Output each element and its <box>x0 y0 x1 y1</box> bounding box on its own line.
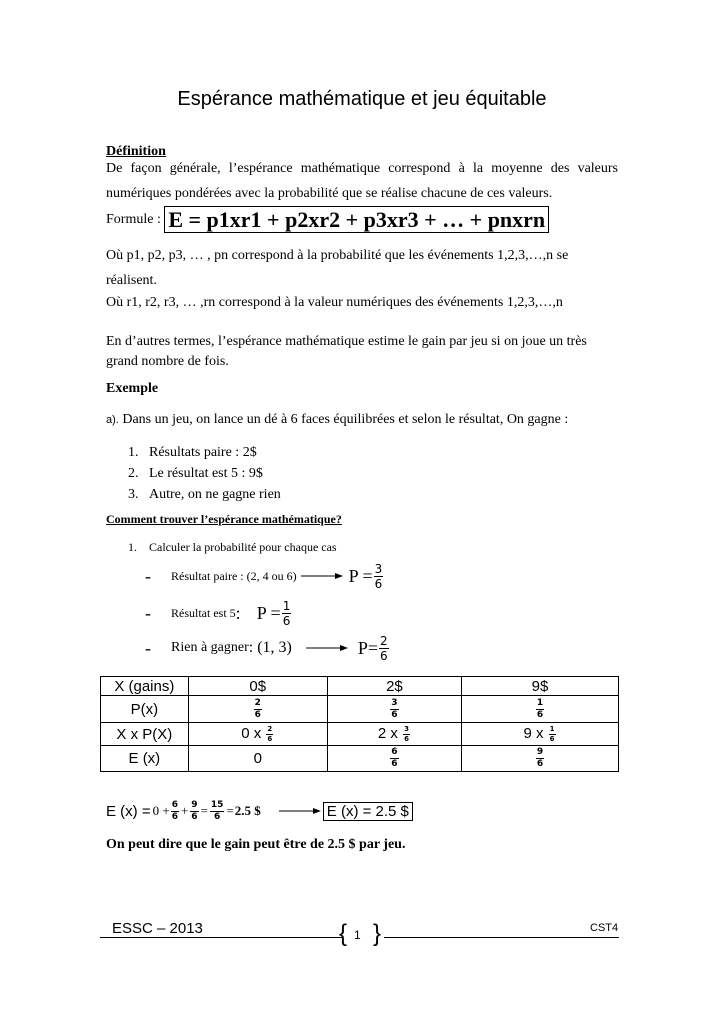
result-equals-1: = <box>200 803 208 818</box>
case-nothing-p: P= <box>357 637 379 658</box>
dash-bullet: - <box>145 637 151 658</box>
result-equals-2: = <box>226 803 234 818</box>
conclusion-text: On peut dire que le gain peut être de 2.5 $ par jeu. <box>106 837 406 852</box>
table-header-cell: X (gains) <box>101 677 189 696</box>
footer-bracket-left: { <box>339 920 348 947</box>
case-even-p: P = <box>348 565 373 586</box>
result-line <box>106 796 413 826</box>
table-cell: $\frac{6}{6}$ <box>327 746 461 772</box>
list-item: 3. Autre, on ne gagne rien <box>128 487 281 502</box>
list-item: 1. Résultats paire : 2$ <box>128 445 257 460</box>
page-title: Espérance mathématique et jeu équitable <box>177 88 547 110</box>
result-fraction-2: $\frac{9}{6}$ <box>191 799 198 822</box>
case-five-label: Résultat est 5 <box>171 605 236 620</box>
table-cell: 0 x $\frac{2}{6}$ <box>188 723 327 746</box>
p-explanation-2: réalisent. <box>106 273 157 288</box>
case-even-fraction: $\frac{3}{6}$ <box>374 561 383 591</box>
case-nothing <box>145 628 390 668</box>
table-cell: 2$ <box>327 677 461 696</box>
method-step-1: 1. Calculer la probabilité pour chaque cas <box>128 540 337 554</box>
case-even-label: Résultat paire : (2, 4 ou 6) <box>171 568 297 583</box>
other-words-text: En d’autres termes, l’espérance mathématique estime le gain par jeu si on joue un très grand nombre de fois. <box>106 334 587 369</box>
table-header-cell: P(x) <box>101 696 189 723</box>
footer-bracket-right: } <box>373 920 382 947</box>
case-nothing-label: Rien à gagner <box>171 640 249 655</box>
formula-line <box>106 207 549 233</box>
table-row <box>101 696 619 723</box>
method-step-1-text: Calculer la probabilité pour chaque cas <box>149 540 337 554</box>
table-cell: 0$ <box>188 677 327 696</box>
right-arrow-icon <box>306 643 348 653</box>
case-five-colon: : <box>235 602 241 623</box>
r-explanation: Où r1, r2, r3, … ,rn correspond à la valeur numériques des événements 1,2,3,…,n <box>106 295 563 310</box>
formula-box: E = p1xr1 + p2xr2 + p3xr3 + … + pnxrn <box>164 206 549 233</box>
dash-bullet: - <box>145 602 151 623</box>
definition-heading: Définition <box>106 144 166 159</box>
case-nothing-fraction: $\frac{2}{6}$ <box>380 633 388 663</box>
example-a-label: a). <box>106 414 119 426</box>
example-a <box>106 412 568 428</box>
table-header-cell: E (x) <box>101 746 189 772</box>
table-header-cell: X x P(X) <box>101 723 189 746</box>
table-cell: 9$ <box>461 677 618 696</box>
table-cell: 0 <box>188 746 327 772</box>
right-arrow-icon <box>279 806 321 816</box>
page-number: 1 <box>354 928 361 942</box>
p-explanation-1: Où p1, p2, p3, … , pn correspond à la probabilité que les événements 1,2,3,…,n se <box>106 248 569 263</box>
right-arrow-icon <box>301 571 343 581</box>
result-prefix: E (x) = <box>106 802 151 820</box>
table-row <box>101 723 619 746</box>
result-plus: + <box>180 803 189 818</box>
footer-rule-left <box>100 937 342 938</box>
dash-bullet: - <box>145 565 151 586</box>
table-row <box>101 746 619 772</box>
formula-label: Formule : <box>106 212 165 227</box>
table-cell: $\frac{3}{6}$ <box>327 696 461 723</box>
table-cell: $\frac{2}{6}$ <box>188 696 327 723</box>
table-cell: 9 x $\frac{1}{6}$ <box>461 723 618 746</box>
case-five-fraction: $\frac{1}{6}$ <box>282 598 291 628</box>
case-even <box>145 556 384 596</box>
footer-left: ESSC – 2013 <box>112 920 203 937</box>
example-list <box>128 442 281 505</box>
case-five <box>145 593 292 633</box>
table-cell: $\frac{1}{6}$ <box>461 696 618 723</box>
table-cell: $\frac{9}{6}$ <box>461 746 618 772</box>
gains-table <box>100 676 619 772</box>
case-five-p: P = <box>256 602 281 623</box>
case-nothing-set: : (1, 3) <box>248 639 292 656</box>
table-cell: 2 x $\frac{3}{6}$ <box>327 723 461 746</box>
footer-rule-right <box>384 937 619 938</box>
footer-right: CST4 <box>590 922 619 934</box>
example-a-text: Dans un jeu, on lance un dé à 6 faces équilibrées et selon le résultat, On gagne : <box>118 412 569 427</box>
result-boxed: E (x) = 2.5 $ <box>323 802 413 821</box>
definition-text: De façon générale, l’espérance mathématique correspond à la moyenne des valeurs numériques pondérées avec la probabilité que se réalise chacune de ces valeurs. <box>106 161 618 201</box>
table-row <box>101 677 619 696</box>
result-value: 2.5 $ <box>234 803 261 818</box>
list-item: 2. Le résultat est 5 : 9$ <box>128 466 263 481</box>
example-heading: Exemple <box>106 381 159 396</box>
result-zero: 0 + <box>152 803 170 818</box>
result-fraction-3: $\frac{15}{6}$ <box>210 799 224 822</box>
result-fraction-1: $\frac{6}{6}$ <box>171 799 178 822</box>
method-heading: Comment trouver l’espérance mathématique? <box>106 512 342 526</box>
